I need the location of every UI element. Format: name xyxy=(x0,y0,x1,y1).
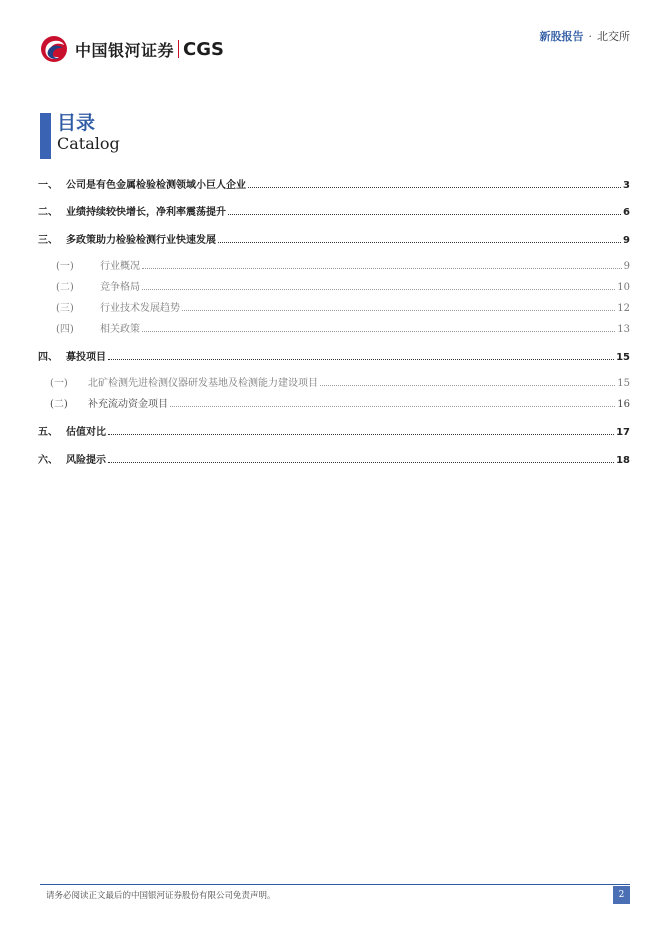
header-separator: · xyxy=(588,30,592,43)
toc-entry-page: 18 xyxy=(616,455,630,466)
toc-entry-number: (四) xyxy=(56,324,74,335)
toc-entry-label: 风险提示 xyxy=(66,455,106,466)
toc-entry-label: 募投项目 xyxy=(66,352,106,363)
toc-entry-number: 五、 xyxy=(38,427,58,438)
toc-entry-label: 补充流动资金项目 xyxy=(88,399,168,410)
toc-entry-number: 三、 xyxy=(38,235,58,246)
page-header xyxy=(0,0,662,80)
dot-leader xyxy=(320,384,615,386)
report-type: 新股报告 xyxy=(539,30,584,43)
toc-subentry[interactable] xyxy=(38,299,630,314)
toc-entry-label: 行业技术发展趋势 xyxy=(100,303,180,314)
logo-text-cn: 中国银河证券 xyxy=(75,40,175,60)
toc-entry-label: 相关政策 xyxy=(100,324,140,335)
toc-entry-label: 北矿检测先进检测仪器研发基地及检测能力建设项目 xyxy=(88,378,318,389)
dot-leader xyxy=(248,186,621,188)
toc-entry-number: 一、 xyxy=(38,180,58,191)
toc-entry-number: 二、 xyxy=(38,207,58,218)
toc-entry-number: (二) xyxy=(50,399,68,410)
logo-divider xyxy=(178,40,179,58)
toc-title-cn: 目录 xyxy=(57,112,96,134)
toc-entry-number: (一) xyxy=(56,261,74,272)
dot-leader xyxy=(182,309,615,311)
report-category xyxy=(540,28,631,44)
cgs-logo-icon xyxy=(40,35,70,63)
toc-entry-page: 16 xyxy=(617,399,630,410)
toc-subentry[interactable] xyxy=(38,278,630,293)
toc-entry-page: 3 xyxy=(623,180,630,191)
toc-entry-label: 公司是有色金属检验检测领域小巨人企业 xyxy=(66,180,246,191)
footer-disclaimer: 请务必阅读正文最后的中国银河证券股份有限公司免责声明。 xyxy=(46,891,276,901)
dot-leader xyxy=(218,241,621,243)
dot-leader xyxy=(108,433,614,435)
toc-entry-page: 10 xyxy=(617,282,630,293)
title-accent-bar xyxy=(40,113,51,159)
toc-subentry[interactable] xyxy=(38,374,630,389)
toc-subentry[interactable] xyxy=(38,257,630,272)
toc-entry-number: (三) xyxy=(56,303,74,314)
toc-entry-number: (一) xyxy=(50,378,68,389)
toc-entry-label: 业绩持续较快增长，净利率震荡提升 xyxy=(66,207,226,218)
toc-entry-page: 13 xyxy=(617,324,630,335)
toc-entry[interactable] xyxy=(38,203,630,218)
toc-entry[interactable] xyxy=(38,176,630,191)
toc-entry[interactable] xyxy=(38,231,630,246)
toc-entry-label: 多政策助力检验检测行业快速发展 xyxy=(66,235,216,246)
toc-entry-number: 六、 xyxy=(38,455,58,466)
toc-entry[interactable] xyxy=(38,423,630,438)
dot-leader xyxy=(142,288,615,290)
toc-title-en: Catalog xyxy=(57,134,120,153)
toc-entry[interactable] xyxy=(38,451,630,466)
dot-leader xyxy=(228,213,621,215)
toc-entry-page: 15 xyxy=(617,378,630,389)
dot-leader xyxy=(142,330,615,332)
toc-entry-label: 行业概况 xyxy=(100,261,140,272)
page-number: 2 xyxy=(613,886,630,904)
toc-entry[interactable] xyxy=(38,348,630,363)
logo-text-en: CGS xyxy=(183,38,224,60)
toc-entry-number: (二) xyxy=(56,282,74,293)
toc-entry-label: 竞争格局 xyxy=(100,282,140,293)
dot-leader xyxy=(142,267,622,269)
dot-leader xyxy=(170,405,615,407)
toc-entry-page: 9 xyxy=(623,235,630,246)
toc-entry-number: 四、 xyxy=(38,352,58,363)
toc-entry-label: 估值对比 xyxy=(66,427,106,438)
toc-entry-page: 17 xyxy=(616,427,630,438)
toc-subentry[interactable] xyxy=(38,320,630,335)
dot-leader xyxy=(108,358,614,360)
dot-leader xyxy=(108,461,614,463)
toc-entry-page: 15 xyxy=(616,352,630,363)
toc-entry-page: 12 xyxy=(617,303,630,314)
toc-subentry[interactable] xyxy=(38,395,630,410)
toc-entry-page: 6 xyxy=(623,207,630,218)
footer-divider xyxy=(40,884,630,885)
toc-entry-page: 9 xyxy=(623,261,630,272)
market-label: 北交所 xyxy=(597,30,630,43)
logo xyxy=(40,35,224,63)
